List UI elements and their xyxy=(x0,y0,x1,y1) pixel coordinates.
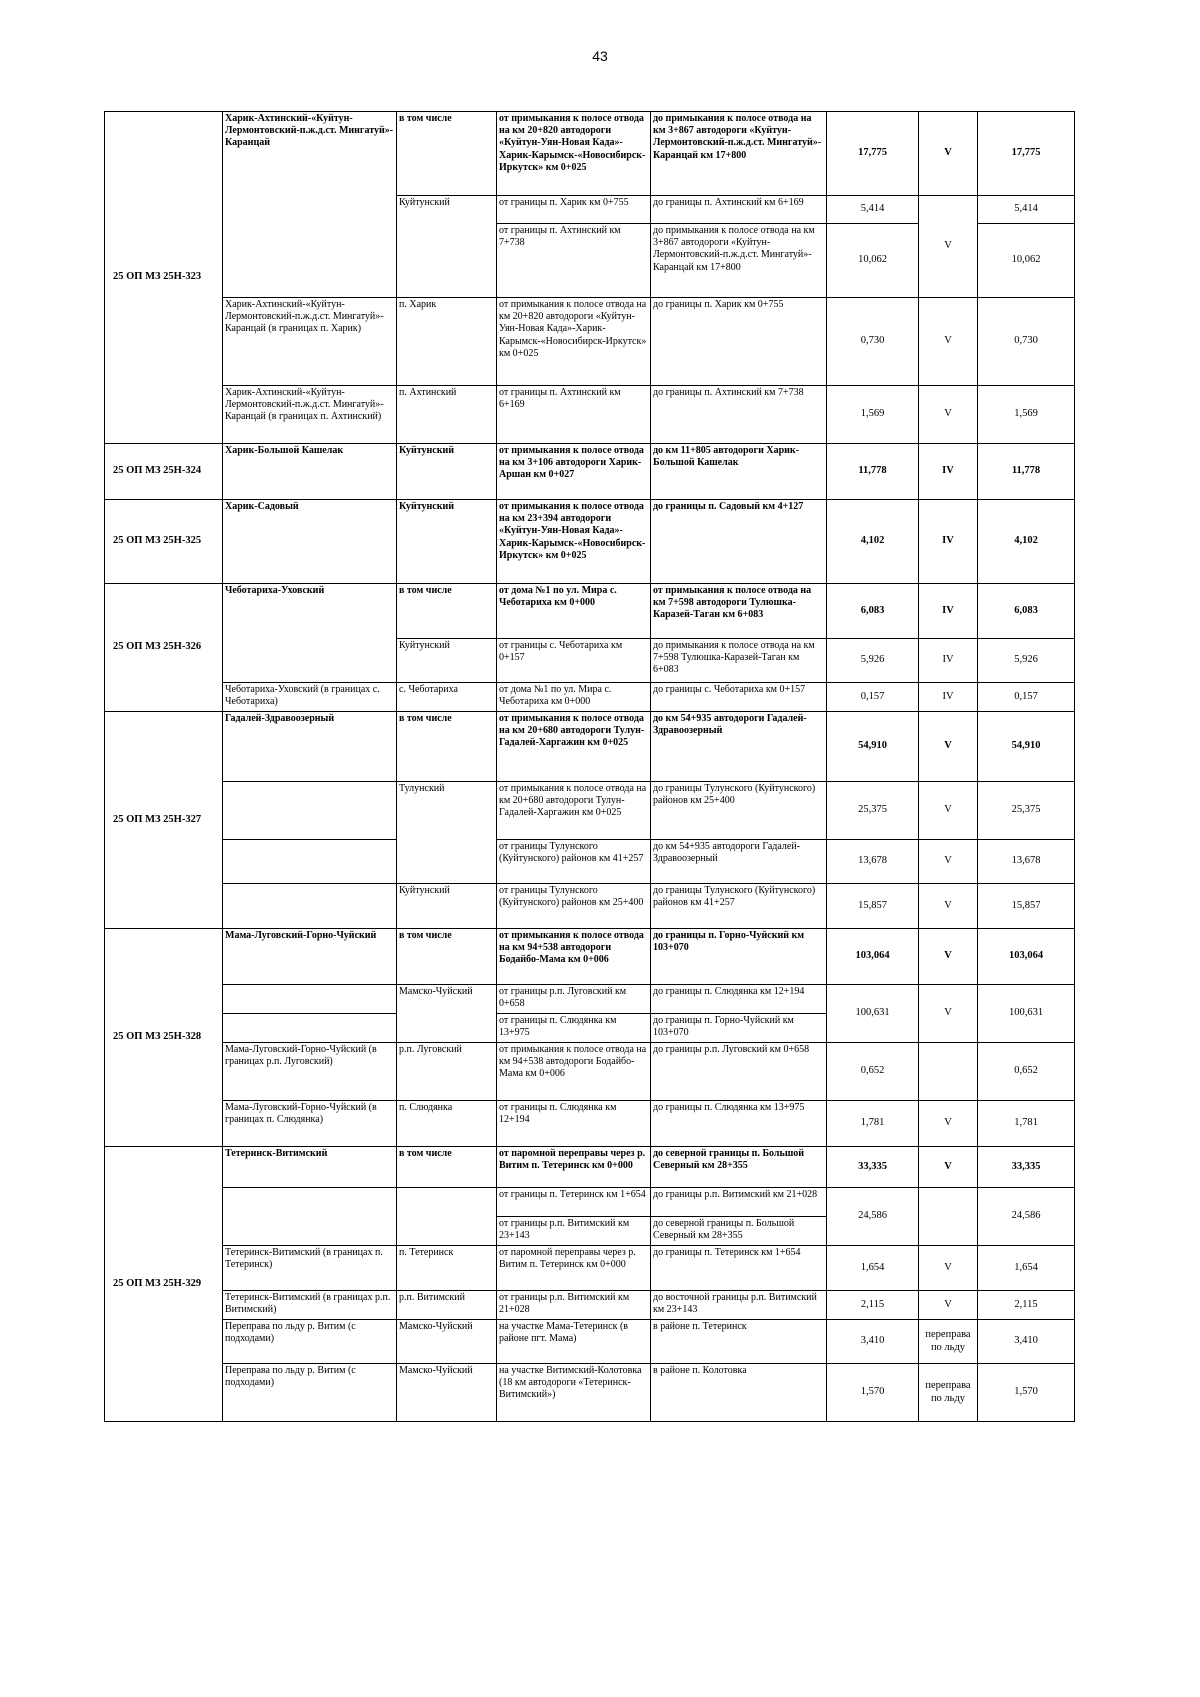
segment-from: от примыкания к полосе отвода на км 20+680 автодороги Тулун-Гадалей-Харгажин км 0+025 xyxy=(497,782,651,840)
segment-to: в районе п. Колотовка xyxy=(651,1364,827,1422)
segment-from: от границы п. Слюдянка км 12+194 xyxy=(497,1101,651,1147)
district: в том числе xyxy=(397,584,497,639)
road-code: 25 ОП МЗ 25Н-328 xyxy=(105,929,223,1147)
road-category: V xyxy=(919,386,978,444)
table-row xyxy=(105,782,1075,840)
road-category: V xyxy=(919,196,978,298)
segment-from: от примыкания к полосе отвода на км 94+538 автодороги Бодайбо-Мама км 0+006 xyxy=(497,1043,651,1101)
district: р.п. Витимский xyxy=(397,1291,497,1320)
road-category: V xyxy=(919,1291,978,1320)
district: р.п. Луговский xyxy=(397,1043,497,1101)
segment-to: до границы п. Садовый км 4+127 xyxy=(651,500,827,584)
road-name xyxy=(223,1014,397,1043)
road-name xyxy=(223,985,397,1014)
segment-from: от границы п. Харик км 0+755 xyxy=(497,196,651,224)
total-length: 5,414 xyxy=(978,196,1075,224)
segment-from: от примыкания к полосе отвода на км 3+106 автодороги Харик-Аршан км 0+027 xyxy=(497,444,651,500)
segment-from: от дома №1 по ул. Мира с. Чеботариха км 0+000 xyxy=(497,683,651,712)
road-name: Харик-Ахтинский-«Куйтун-Лермонтовский-п.ж.д.ст. Мингатуй»-Каранцай xyxy=(223,112,397,298)
total-length: 0,157 xyxy=(978,683,1075,712)
table-row xyxy=(105,1147,1075,1188)
road-category: V xyxy=(919,840,978,884)
total-length: 4,102 xyxy=(978,500,1075,584)
district: Тулунский xyxy=(397,782,497,884)
total-length: 0,652 xyxy=(978,1043,1075,1101)
road-category: V xyxy=(919,782,978,840)
table-row xyxy=(105,386,1075,444)
district: с. Чеботариха xyxy=(397,683,497,712)
total-length: 25,375 xyxy=(978,782,1075,840)
segment-to: до границы п. Ахтинский км 7+738 xyxy=(651,386,827,444)
segment-to: до км 11+805 автодороги Харик-Большой Кашелак xyxy=(651,444,827,500)
road-name: Харик-Ахтинский-«Куйтун-Лермонтовский-п.ж.д.ст. Мингатуй»-Каранцай (в границах п. Харик) xyxy=(223,298,397,386)
roads-table xyxy=(104,111,1075,1422)
segment-from: от дома №1 по ул. Мира с. Чеботариха км 0+000 xyxy=(497,584,651,639)
table-row xyxy=(105,444,1075,500)
table-row xyxy=(105,1188,1075,1217)
total-length: 5,926 xyxy=(978,639,1075,683)
road-category: V xyxy=(919,298,978,386)
road-category: IV xyxy=(919,444,978,500)
segment-from: от примыкания к полосе отвода на км 94+538 автодороги Бодайбо-Мама км 0+006 xyxy=(497,929,651,985)
segment-from: от границы р.п. Луговский км 0+658 xyxy=(497,985,651,1014)
segment-length: 15,857 xyxy=(827,884,919,929)
road-category xyxy=(919,1188,978,1246)
segment-from: от границы р.п. Витимский км 21+028 xyxy=(497,1291,651,1320)
segment-from: на участке Витимский-Колотовка (18 км автодороги «Тетеринск-Витимский») xyxy=(497,1364,651,1422)
segment-to: до границы р.п. Витимский км 21+028 xyxy=(651,1188,827,1217)
segment-length: 0,157 xyxy=(827,683,919,712)
road-name: Харик-Большой Кашелак xyxy=(223,444,397,500)
segment-from: от границы с. Чеботариха км 0+157 xyxy=(497,639,651,683)
road-code: 25 ОП МЗ 25Н-323 xyxy=(105,112,223,444)
table-row xyxy=(105,929,1075,985)
segment-from: от границы п. Тетеринск км 1+654 xyxy=(497,1188,651,1217)
total-length: 33,335 xyxy=(978,1147,1075,1188)
road-code: 25 ОП МЗ 25Н-327 xyxy=(105,712,223,929)
total-length: 1,781 xyxy=(978,1101,1075,1147)
segment-to: до границы Тулунского (Куйтунского) районов км 25+400 xyxy=(651,782,827,840)
road-name: Чеботариха-Уховский xyxy=(223,584,397,683)
total-length: 100,631 xyxy=(978,985,1075,1043)
segment-length: 4,102 xyxy=(827,500,919,584)
road-name: Тетеринск-Витимский xyxy=(223,1147,397,1188)
segment-to: в районе п. Тетеринск xyxy=(651,1320,827,1364)
segment-length: 33,335 xyxy=(827,1147,919,1188)
total-length: 10,062 xyxy=(978,224,1075,298)
total-length: 15,857 xyxy=(978,884,1075,929)
total-length: 11,778 xyxy=(978,444,1075,500)
segment-to: до границы р.п. Луговский км 0+658 xyxy=(651,1043,827,1101)
total-length: 2,115 xyxy=(978,1291,1075,1320)
district: в том числе xyxy=(397,112,497,196)
road-category: V xyxy=(919,1101,978,1147)
segment-from: от границы р.п. Витимский км 23+143 xyxy=(497,1217,651,1246)
road-name xyxy=(223,884,397,929)
segment-to: до границы п. Горно-Чуйский км 103+070 xyxy=(651,1014,827,1043)
segment-length: 13,678 xyxy=(827,840,919,884)
road-category: V xyxy=(919,1246,978,1291)
road-code: 25 ОП МЗ 25Н-326 xyxy=(105,584,223,712)
segment-length: 10,062 xyxy=(827,224,919,298)
segment-length: 0,730 xyxy=(827,298,919,386)
district: в том числе xyxy=(397,929,497,985)
segment-from: на участке Мама-Тетеринск (в районе пгт. Мама) xyxy=(497,1320,651,1364)
table-row xyxy=(105,712,1075,782)
segment-from: от паромной переправы через р. Витим п. Тетеринск км 0+000 xyxy=(497,1246,651,1291)
road-category: IV xyxy=(919,683,978,712)
segment-from: от паромной переправы через р. Витим п. Тетеринск км 0+000 xyxy=(497,1147,651,1188)
road-category: IV xyxy=(919,500,978,584)
segment-to: до км 54+935 автодороги Гадалей-Здравоозерный xyxy=(651,840,827,884)
district: Мамско-Чуйский xyxy=(397,1320,497,1364)
road-category: V xyxy=(919,112,978,196)
road-name: Мама-Луговский-Горно-Чуйский (в границах р.п. Луговский) xyxy=(223,1043,397,1101)
table-row xyxy=(105,985,1075,1014)
road-category: V xyxy=(919,1147,978,1188)
total-length: 13,678 xyxy=(978,840,1075,884)
road-category: V xyxy=(919,712,978,782)
table-row xyxy=(105,1291,1075,1320)
segment-from: от границы Тулунского (Куйтунского) районов км 25+400 xyxy=(497,884,651,929)
road-code: 25 ОП МЗ 25Н-329 xyxy=(105,1147,223,1422)
district: Мамско-Чуйский xyxy=(397,985,497,1043)
segment-length: 103,064 xyxy=(827,929,919,985)
segment-to: до восточной границы р.п. Витимский км 23+143 xyxy=(651,1291,827,1320)
table-row xyxy=(105,298,1075,386)
segment-length: 1,654 xyxy=(827,1246,919,1291)
segment-to: до примыкания к полосе отвода на км 3+867 автодороги «Куйтун-Лермонтовский-п.ж.д.ст. Мингатуй»-Каранцай км 17+800 xyxy=(651,224,827,298)
segment-to: до примыкания к полосе отвода на км 3+867 автодороги «Куйтун-Лермонтовский-п.ж.д.ст. Мингатуй»-Каранцай км 17+800 xyxy=(651,112,827,196)
total-length: 103,064 xyxy=(978,929,1075,985)
table-row xyxy=(105,1101,1075,1147)
road-name: Чеботариха-Уховский (в границах с. Чеботариха) xyxy=(223,683,397,712)
table-row xyxy=(105,1246,1075,1291)
table-row xyxy=(105,884,1075,929)
district: п. Тетеринск xyxy=(397,1246,497,1291)
road-category: переправа по льду xyxy=(919,1364,978,1422)
segment-length: 100,631 xyxy=(827,985,919,1043)
total-length: 3,410 xyxy=(978,1320,1075,1364)
segment-length: 6,083 xyxy=(827,584,919,639)
district: Куйтунский xyxy=(397,639,497,683)
road-code: 25 ОП МЗ 25Н-324 xyxy=(105,444,223,500)
road-name: Тетеринск-Витимский (в границах п. Тетеринск) xyxy=(223,1246,397,1291)
total-length: 6,083 xyxy=(978,584,1075,639)
table-row xyxy=(105,1364,1075,1422)
segment-from: от примыкания к полосе отвода на км 23+394 автодороги «Куйтун-Уян-Новая Када»-Харик-Карымск-«Новосибирск-Иркутск» км 0+025 xyxy=(497,500,651,584)
district xyxy=(397,1188,497,1246)
segment-length: 17,775 xyxy=(827,112,919,196)
road-name xyxy=(223,1188,397,1246)
segment-to: до северной границы п. Большой Северный км 28+355 xyxy=(651,1147,827,1188)
segment-from: от границы п. Слюдянка км 13+975 xyxy=(497,1014,651,1043)
segment-to: до северной границы п. Большой Северный км 28+355 xyxy=(651,1217,827,1246)
road-category: IV xyxy=(919,639,978,683)
road-name xyxy=(223,782,397,840)
total-length: 1,569 xyxy=(978,386,1075,444)
page-number: 43 xyxy=(592,48,608,64)
district: Куйтунский xyxy=(397,884,497,929)
segment-to: до границы Тулунского (Куйтунского) районов км 41+257 xyxy=(651,884,827,929)
road-name: Тетеринск-Витимский (в границах р.п. Витимский) xyxy=(223,1291,397,1320)
segment-to: до границы с. Чеботариха км 0+157 xyxy=(651,683,827,712)
road-name: Мама-Луговский-Горно-Чуйский (в границах п. Слюдянка) xyxy=(223,1101,397,1147)
segment-length: 0,652 xyxy=(827,1043,919,1101)
table-row xyxy=(105,112,1075,196)
district: в том числе xyxy=(397,1147,497,1188)
segment-length: 25,375 xyxy=(827,782,919,840)
segment-length: 11,778 xyxy=(827,444,919,500)
road-name: Переправа по льду р. Витим (с подходами) xyxy=(223,1320,397,1364)
segment-from: от примыкания к полосе отвода на км 20+820 автодороги «Куйтун-Уян-Новая Када»-Харик-Карымск-«Новосибирск-Иркутск» км 0+025 xyxy=(497,112,651,196)
road-category: V xyxy=(919,884,978,929)
segment-to: до границы п. Харик км 0+755 xyxy=(651,298,827,386)
total-length: 1,570 xyxy=(978,1364,1075,1422)
segment-to: до границы п. Слюдянка км 12+194 xyxy=(651,985,827,1014)
segment-from: от границы Тулунского (Куйтунского) районов км 41+257 xyxy=(497,840,651,884)
district: Куйтунский xyxy=(397,500,497,584)
segment-to: от примыкания к полосе отвода на км 7+598 автодороги Тулюшка-Каразей-Таган км 6+083 xyxy=(651,584,827,639)
segment-length: 5,926 xyxy=(827,639,919,683)
segment-from: от примыкания к полосе отвода на км 20+680 автодороги Тулун-Гадалей-Харгажин км 0+025 xyxy=(497,712,651,782)
road-category: V xyxy=(919,929,978,985)
total-length: 17,775 xyxy=(978,112,1075,196)
table-row xyxy=(105,500,1075,584)
segment-to: до границы п. Горно-Чуйский км 103+070 xyxy=(651,929,827,985)
segment-length: 1,569 xyxy=(827,386,919,444)
table-row xyxy=(105,1043,1075,1101)
road-name: Харик-Садовый xyxy=(223,500,397,584)
road-category xyxy=(919,1043,978,1101)
total-length: 1,654 xyxy=(978,1246,1075,1291)
total-length: 24,586 xyxy=(978,1188,1075,1246)
table-row xyxy=(105,683,1075,712)
segment-length: 24,586 xyxy=(827,1188,919,1246)
segment-from: от примыкания к полосе отвода на км 20+820 автодороги «Куйтун-Уян-Новая Када»-Харик-Карымск-«Новосибирск-Иркутск» км 0+025 xyxy=(497,298,651,386)
segment-length: 54,910 xyxy=(827,712,919,782)
segment-to: до границы п. Ахтинский км 6+169 xyxy=(651,196,827,224)
segment-to: до границы п. Слюдянка км 13+975 xyxy=(651,1101,827,1147)
segment-length: 1,781 xyxy=(827,1101,919,1147)
road-code: 25 ОП МЗ 25Н-325 xyxy=(105,500,223,584)
segment-to: до км 54+935 автодороги Гадалей-Здравоозерный xyxy=(651,712,827,782)
district: Куйтунский xyxy=(397,196,497,298)
road-category: переправа по льду xyxy=(919,1320,978,1364)
segment-from: от границы п. Ахтинский км 6+169 xyxy=(497,386,651,444)
district: п. Ахтинский xyxy=(397,386,497,444)
segment-to: до примыкания к полосе отвода на км 7+598 Тулюшка-Каразей-Таган км 6+083 xyxy=(651,639,827,683)
road-name xyxy=(223,840,397,884)
total-length: 0,730 xyxy=(978,298,1075,386)
district: Куйтунский xyxy=(397,444,497,500)
district: в том числе xyxy=(397,712,497,782)
district: Мамско-Чуйский xyxy=(397,1364,497,1422)
segment-length: 2,115 xyxy=(827,1291,919,1320)
road-name: Переправа по льду р. Витим (с подходами) xyxy=(223,1364,397,1422)
table-row xyxy=(105,584,1075,639)
road-category: V xyxy=(919,985,978,1043)
segment-length: 1,570 xyxy=(827,1364,919,1422)
total-length: 54,910 xyxy=(978,712,1075,782)
table-row xyxy=(105,1320,1075,1364)
district: п. Харик xyxy=(397,298,497,386)
segment-length: 5,414 xyxy=(827,196,919,224)
district: п. Слюдянка xyxy=(397,1101,497,1147)
segment-length: 3,410 xyxy=(827,1320,919,1364)
road-name: Мама-Луговский-Горно-Чуйский xyxy=(223,929,397,985)
road-category: IV xyxy=(919,584,978,639)
segment-from: от границы п. Ахтинский км 7+738 xyxy=(497,224,651,298)
segment-to: до границы п. Тетеринск км 1+654 xyxy=(651,1246,827,1291)
road-name: Гадалей-Здравоозерный xyxy=(223,712,397,782)
road-name: Харик-Ахтинский-«Куйтун-Лермонтовский-п.ж.д.ст. Мингатуй»-Каранцай (в границах п. Ахтинский) xyxy=(223,386,397,444)
table-row xyxy=(105,840,1075,884)
